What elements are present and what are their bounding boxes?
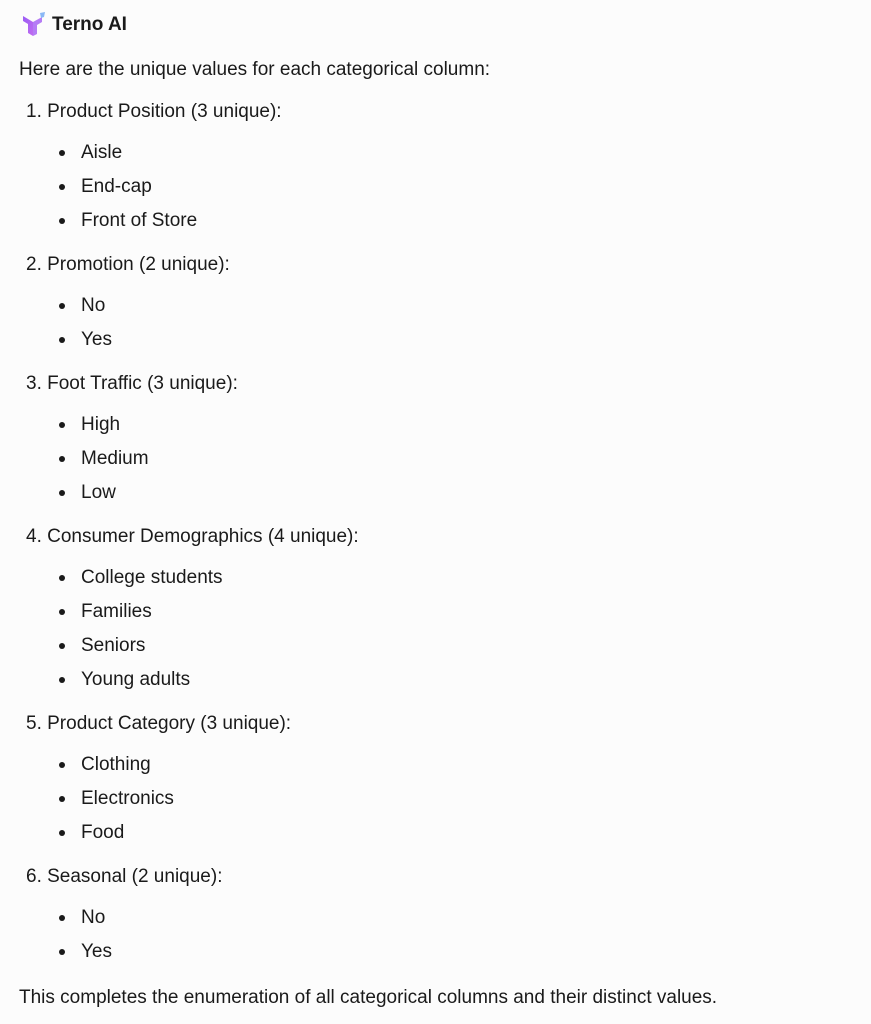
value-text: Yes xyxy=(81,329,112,350)
list-item xyxy=(26,175,359,209)
value-text: Electronics xyxy=(81,788,174,809)
column-heading: 5. Product Category (3 unique): xyxy=(26,713,292,734)
value-list xyxy=(26,141,359,243)
bullet-icon xyxy=(59,796,65,802)
value-text: College students xyxy=(81,567,223,588)
list-item xyxy=(26,940,359,974)
column-section xyxy=(26,100,359,243)
list-item xyxy=(26,294,359,328)
bullet-icon xyxy=(59,677,65,683)
bullet-icon xyxy=(59,762,65,768)
value-list xyxy=(26,566,359,702)
bullet-icon xyxy=(59,422,65,428)
bullet-icon xyxy=(59,643,65,649)
bullet-icon xyxy=(59,490,65,496)
value-text: End-cap xyxy=(81,176,152,197)
list-item xyxy=(26,413,359,447)
column-heading: 1. Product Position (3 unique): xyxy=(26,101,282,122)
list-item xyxy=(26,787,359,821)
value-text: Medium xyxy=(81,448,149,469)
list-item xyxy=(26,634,359,668)
value-text: Food xyxy=(81,822,125,843)
bullet-icon xyxy=(59,575,65,581)
value-list xyxy=(26,906,359,974)
list-item xyxy=(26,566,359,600)
column-heading: 6. Seasonal (2 unique): xyxy=(26,866,223,887)
list-item xyxy=(26,481,359,515)
outro-text: This completes the enumeration of all categorical columns and their distinct values. xyxy=(19,987,718,1008)
assistant-name: Terno AI xyxy=(52,14,127,35)
column-section xyxy=(26,372,359,515)
bullet-icon xyxy=(59,150,65,156)
value-text: No xyxy=(81,907,106,928)
column-section xyxy=(26,712,359,855)
value-text: Low xyxy=(81,482,116,503)
value-text: Families xyxy=(81,601,152,622)
value-list xyxy=(26,294,359,362)
column-heading: 4. Consumer Demographics (4 unique): xyxy=(26,526,359,547)
list-item xyxy=(26,447,359,481)
column-heading: 2. Promotion (2 unique): xyxy=(26,254,230,275)
value-text: Yes xyxy=(81,941,112,962)
message-header xyxy=(22,12,127,38)
bullet-icon xyxy=(59,609,65,615)
value-text: Seniors xyxy=(81,635,146,656)
value-list xyxy=(26,753,359,855)
bullet-icon xyxy=(59,456,65,462)
intro-text: Here are the unique values for each categorical column: xyxy=(19,59,491,80)
value-text: Young adults xyxy=(81,669,191,690)
bullet-icon xyxy=(59,218,65,224)
bullet-icon xyxy=(59,830,65,836)
column-heading: 3. Foot Traffic (3 unique): xyxy=(26,373,238,394)
bullet-icon xyxy=(59,915,65,921)
column-section xyxy=(26,253,359,362)
list-item xyxy=(26,209,359,243)
bullet-icon xyxy=(59,337,65,343)
value-text: Aisle xyxy=(81,142,123,163)
column-section xyxy=(26,865,359,974)
list-item xyxy=(26,821,359,855)
column-section xyxy=(26,525,359,702)
value-list xyxy=(26,413,359,515)
bullet-icon xyxy=(59,303,65,309)
list-item xyxy=(26,328,359,362)
bullet-icon xyxy=(59,184,65,190)
list-item xyxy=(26,753,359,787)
bullet-icon xyxy=(59,949,65,955)
terno-logo-icon xyxy=(22,12,46,38)
value-text: Clothing xyxy=(81,754,151,775)
list-item xyxy=(26,600,359,634)
value-text: No xyxy=(81,295,106,316)
list-item xyxy=(26,906,359,940)
list-item xyxy=(26,668,359,702)
list-item xyxy=(26,141,359,175)
value-text: High xyxy=(81,414,121,435)
value-text: Front of Store xyxy=(81,210,198,231)
categorical-columns-list xyxy=(26,100,359,984)
